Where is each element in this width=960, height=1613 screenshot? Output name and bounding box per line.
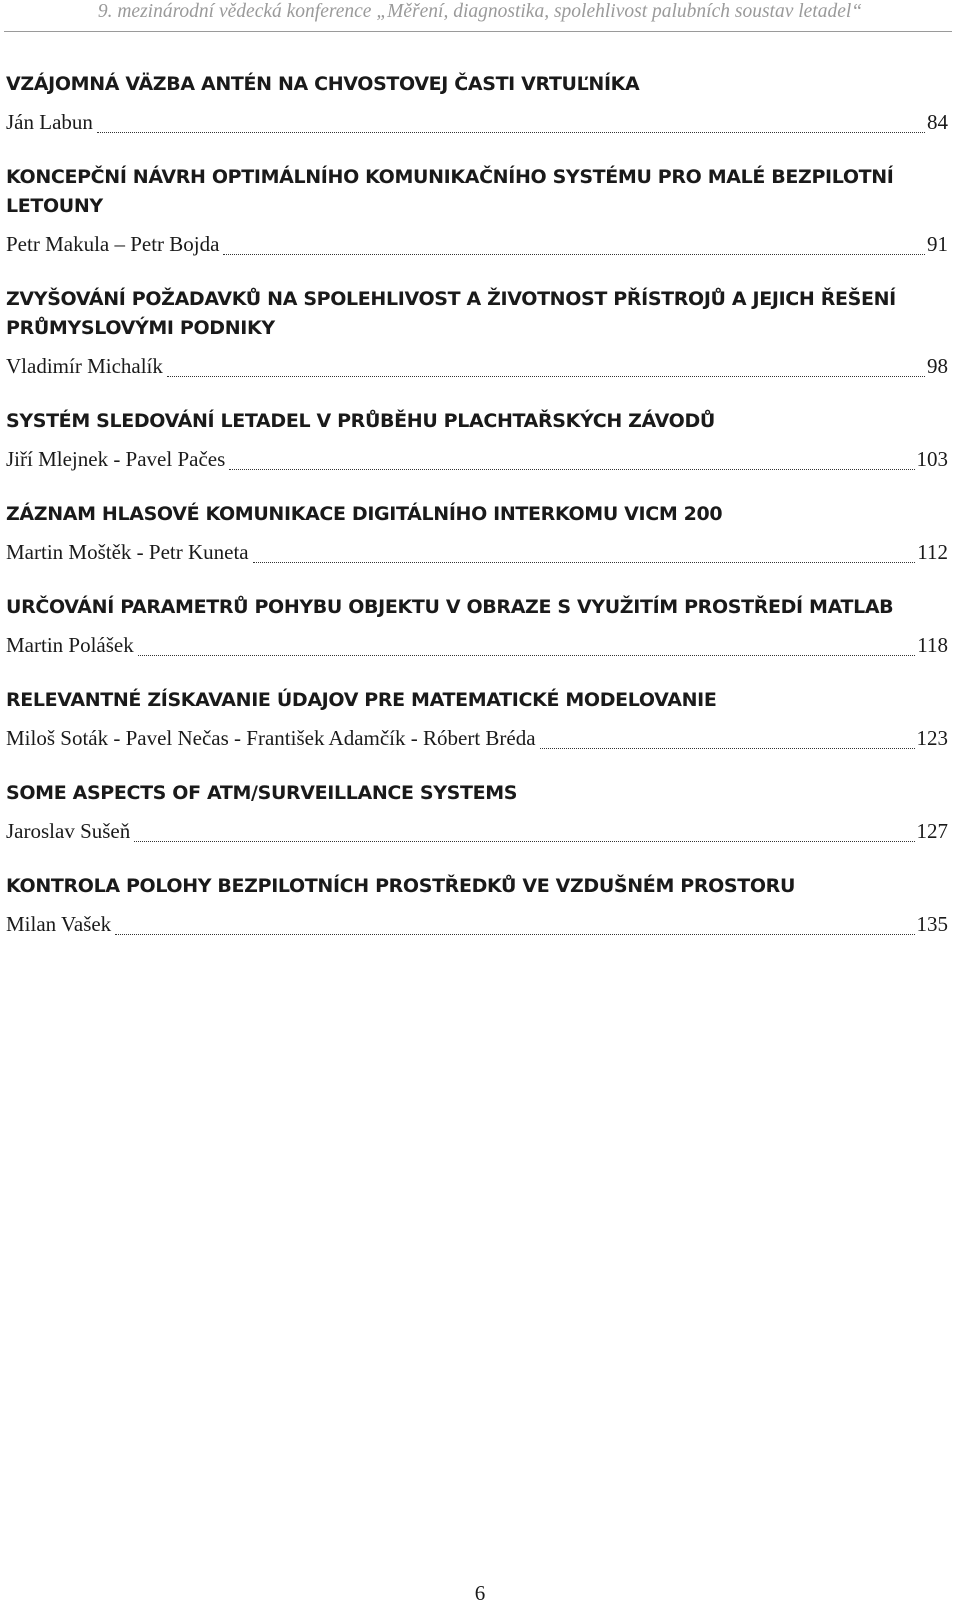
entry-title: URČOVÁNÍ PARAMETRŮ POHYBU OBJEKTU V OBRAZE S VYUŽITÍM PROSTŘEDÍ MATLAB [6,596,894,618]
entry-authors: Vladimír Michalík [6,354,163,378]
entry-title: SOME ASPECTS OF ATM/SURVEILLANCE SYSTEMS [6,782,518,804]
dot-leader [167,376,925,377]
running-header: 9. mezinárodní vědecká konference „Měření, diagnostika, spolehlivost palubních soustav letadel“ [97,1,863,22]
dot-leader [138,655,916,656]
toc-entry[interactable] [6,593,948,659]
toc-entry[interactable] [6,872,948,938]
entry-line [6,722,948,752]
entry-line [6,908,948,938]
entry-page-number: 118 [917,633,948,657]
toc-entry[interactable] [6,407,948,473]
entry-title: ZVYŠOVÁNÍ POŽADAVKŮ NA SPOLEHLIVOST A ŽIVOTNOST PŘÍSTROJŮ A JEJICH ŘEŠENÍ PRŮMYSLOVÝMI PODNIKY [6,288,896,339]
entry-line [6,228,948,258]
dot-leader [540,748,915,749]
dot-leader [253,562,916,563]
toc-entry[interactable] [6,163,948,258]
entry-page-number: 123 [916,726,948,750]
entry-line [6,106,948,136]
entry-line [6,350,948,380]
toc-entry[interactable] [6,500,948,566]
entry-line [6,815,948,845]
toc-entry[interactable] [6,686,948,752]
entry-authors: Petr Makula – Petr Bojda [6,232,220,256]
dot-leader [97,132,925,133]
header-rule [4,31,952,32]
entry-authors: Martin Moštěk - Petr Kuneta [6,540,249,564]
entry-page-number: 84 [927,110,948,134]
entry-title: SYSTÉM SLEDOVÁNÍ LETADEL V PRŮBĚHU PLACHTAŘSKÝCH ZÁVODŮ [6,410,715,432]
toc-entry[interactable] [6,285,948,380]
entry-authors: Milan Vašek [6,912,112,936]
dot-leader [223,254,925,255]
entry-title: KONTROLA POLOHY BEZPILOTNÍCH PROSTŘEDKŮ VE VZDUŠNÉM PROSTORU [6,875,796,897]
entry-title: RELEVANTNÉ ZÍSKAVANIE ÚDAJOV PRE MATEMATICKÉ MODELOVANIE [6,689,717,711]
entry-title: KONCEPČNÍ NÁVRH OPTIMÁLNÍHO KOMUNIKAČNÍHO SYSTÉMU PRO MALÉ BEZPILOTNÍ LETOUNY [6,166,894,217]
entry-page-number: 103 [916,447,948,471]
entry-line [6,443,948,473]
entry-title: ZÁZNAM HLASOVÉ KOMUNIKACE DIGITÁLNÍHO INTERKOMU VICM 200 [6,503,723,525]
dot-leader [134,841,914,842]
entry-line [6,629,948,659]
entry-authors: Miloš Soták - Pavel Nečas - František Adamčík - Róbert Bréda [6,726,536,750]
entry-title: VZÁJOMNÁ VÄZBA ANTÉN NA CHVOSTOVEJ ČASTI VRTUĽNÍKA [6,73,640,95]
entry-page-number: 135 [916,912,948,936]
entry-page-number: 112 [917,540,948,564]
entry-page-number: 127 [916,819,948,843]
entry-authors: Ján Labun [6,110,93,134]
dot-leader [229,469,914,470]
page-number: 6 [474,1581,486,1605]
entry-authors: Jaroslav Sušeň [6,819,131,843]
toc-entry[interactable] [6,70,948,136]
entry-page-number: 91 [927,232,948,256]
dot-leader [115,934,914,935]
toc-entry[interactable] [6,779,948,845]
entry-line [6,536,948,566]
entry-authors: Jiří Mlejnek - Pavel Pačes [6,447,226,471]
table-of-contents [6,70,948,965]
entry-page-number: 98 [927,354,948,378]
entry-authors: Martin Polášek [6,633,134,657]
